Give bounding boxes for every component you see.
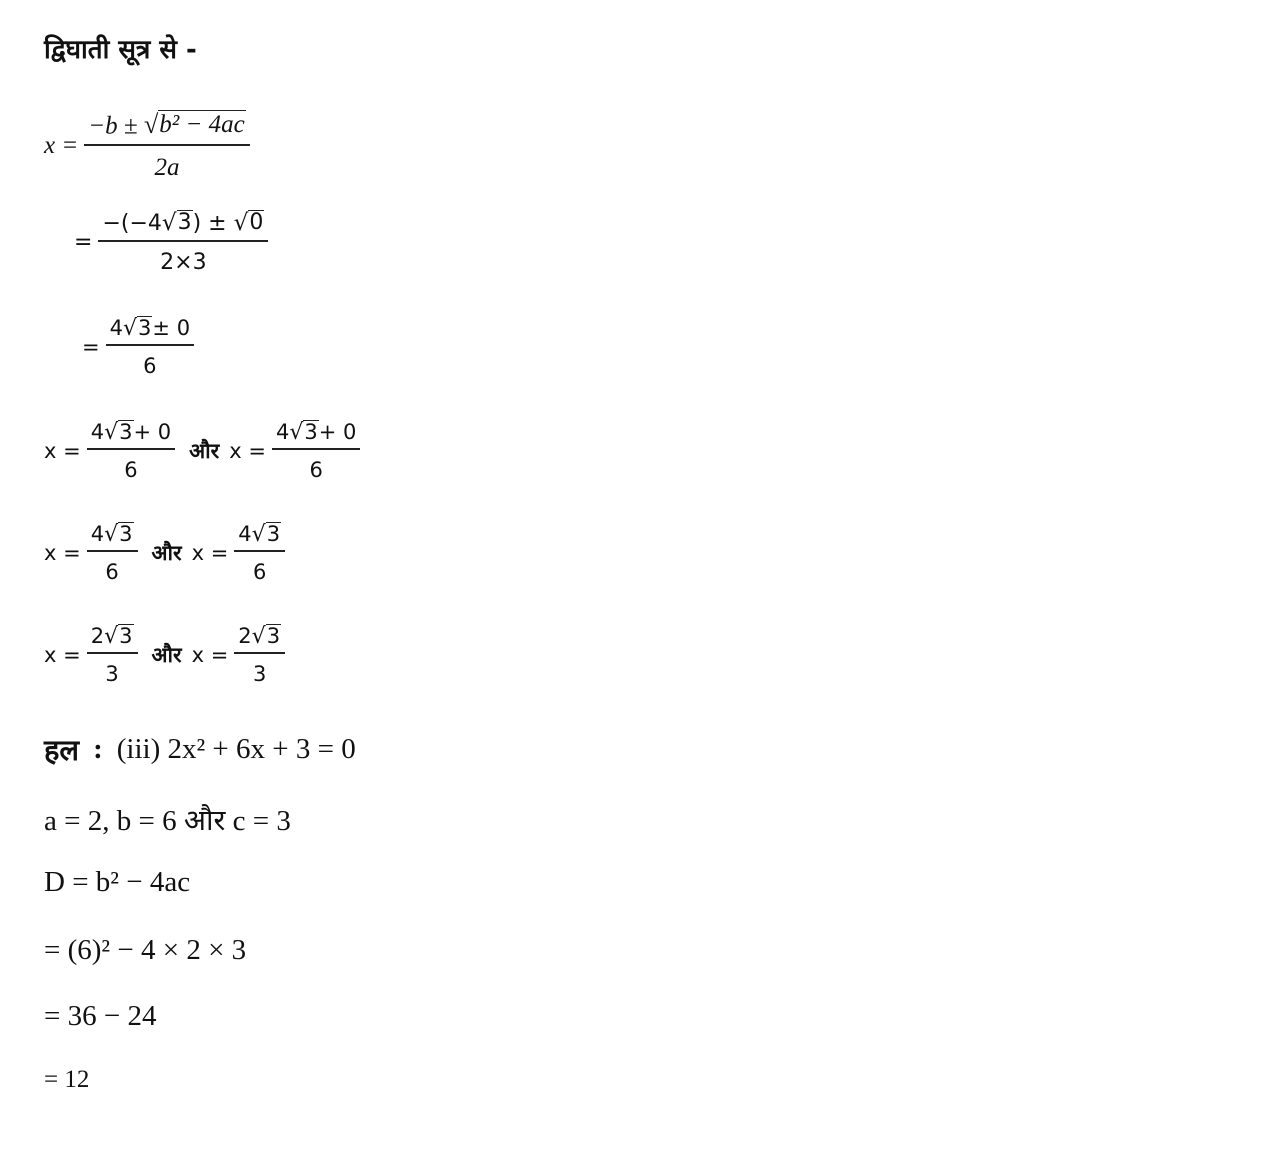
eq1-sqrt-arg: b² − 4ac bbox=[159, 111, 245, 138]
eq2-fraction bbox=[98, 210, 268, 275]
solution-colon: : bbox=[93, 733, 103, 765]
solution-line bbox=[44, 730, 356, 769]
sqrt-sign-icon: √ bbox=[251, 624, 266, 650]
eq4-numerator1 bbox=[87, 420, 175, 450]
sqrt-sign-icon: √ bbox=[161, 210, 177, 237]
eq6-denominator2: 3 bbox=[253, 662, 267, 687]
eq2-sqrt1 bbox=[162, 210, 193, 235]
eq4-num2-pre: 4 bbox=[275, 420, 290, 445]
eq3-sqrt-arg: 3 bbox=[138, 316, 152, 340]
equation-quadratic-formula bbox=[44, 110, 256, 182]
eq4-numerator2 bbox=[272, 420, 360, 450]
eq6-sqrt2-arg: 3 bbox=[266, 624, 281, 648]
eq5-fraction2 bbox=[234, 522, 285, 584]
eq6-num2-pre: 2 bbox=[238, 624, 252, 649]
eq4-denominator1: 6 bbox=[124, 458, 138, 483]
eq5-lhs1: x = bbox=[44, 541, 81, 566]
eq4-lhs1: x = bbox=[44, 439, 81, 464]
eq5-num2-pre: 4 bbox=[238, 522, 252, 547]
eq1-fraction bbox=[84, 110, 249, 182]
eq6-sqrt1 bbox=[104, 624, 133, 648]
eq2-numerator bbox=[98, 210, 268, 242]
eq5-num1-pre: 4 bbox=[90, 522, 105, 547]
eq4-num2-post: + 0 bbox=[318, 420, 357, 445]
eq5-conjunction: और bbox=[151, 541, 182, 566]
sqrt-sign-icon: √ bbox=[251, 522, 266, 548]
eq2-num-mid: ) ± bbox=[192, 211, 227, 237]
eq2-denominator: 2×3 bbox=[160, 250, 207, 276]
eq4-conjunction: और bbox=[189, 439, 220, 464]
discriminant-step2: = 36 − 24 bbox=[44, 1000, 157, 1032]
eq1-numerator bbox=[84, 110, 249, 146]
eq4-fraction1 bbox=[87, 420, 175, 482]
eq5-sqrt1 bbox=[104, 522, 133, 546]
eq4-fraction2 bbox=[272, 420, 360, 482]
eq6-denominator1: 3 bbox=[105, 662, 119, 687]
eq5-sqrt2 bbox=[252, 522, 281, 546]
eq5-sqrt2-arg: 3 bbox=[266, 522, 281, 546]
eq6-lhs1: x = bbox=[44, 643, 81, 668]
eq4-sqrt2 bbox=[289, 420, 318, 444]
eq5-denominator2: 6 bbox=[253, 560, 267, 585]
eq4-sqrt1-arg: 3 bbox=[119, 420, 133, 444]
eq3-sqrt bbox=[123, 316, 152, 340]
eq3-num-post: ± 0 bbox=[152, 316, 191, 341]
sqrt-sign-icon: √ bbox=[143, 110, 159, 140]
eq4-sqrt2-arg: 3 bbox=[304, 420, 318, 444]
sqrt-sign-icon: √ bbox=[104, 420, 119, 446]
eq2-num-pre: −(−4 bbox=[102, 211, 162, 237]
heading: द्विघाती सूत्र से - bbox=[44, 35, 197, 65]
eq3-numerator bbox=[106, 316, 194, 346]
equation-step-substitution bbox=[74, 210, 274, 275]
eq6-numerator1 bbox=[87, 624, 138, 654]
eq2-lhs: = bbox=[74, 230, 93, 256]
sqrt-sign-icon: √ bbox=[289, 420, 304, 446]
eq4-denominator2: 6 bbox=[309, 458, 323, 483]
eq4-sqrt1 bbox=[104, 420, 133, 444]
eq2-sqrt2 bbox=[234, 210, 265, 235]
eq5-lhs2: x = bbox=[191, 541, 229, 566]
coefficients-line: a = 2, b = 6 और c = 3 bbox=[44, 805, 291, 837]
equation-two-roots-simplified bbox=[44, 624, 291, 686]
eq1-num-minus-b: −b ± bbox=[88, 112, 138, 140]
eq6-numerator2 bbox=[234, 624, 285, 654]
eq5-fraction1 bbox=[87, 522, 138, 584]
eq4-num1-post: + 0 bbox=[133, 420, 172, 445]
sqrt-sign-icon: √ bbox=[104, 522, 119, 548]
eq2-sqrt1-arg: 3 bbox=[177, 210, 192, 235]
eq1-sqrt bbox=[144, 110, 246, 139]
eq6-sqrt1-arg: 3 bbox=[119, 624, 133, 648]
discriminant-line: D = b² − 4ac bbox=[44, 866, 191, 898]
equation-step-simplify bbox=[82, 316, 200, 378]
eq6-num1-pre: 2 bbox=[90, 624, 105, 649]
eq3-fraction bbox=[106, 316, 194, 378]
eq6-conjunction: और bbox=[151, 643, 182, 668]
equation-two-roots bbox=[44, 522, 291, 584]
discriminant-step1: = (6)² − 4 × 2 × 3 bbox=[44, 934, 247, 966]
eq4-num1-pre: 4 bbox=[90, 420, 105, 445]
equation-two-roots-plus bbox=[44, 420, 366, 482]
eq3-num-pre: 4 bbox=[109, 316, 123, 341]
eq6-lhs2: x = bbox=[191, 643, 229, 668]
eq1-lhs: x = bbox=[44, 132, 79, 160]
discriminant-result: = 12 bbox=[44, 1066, 90, 1093]
eq3-lhs: = bbox=[82, 335, 100, 360]
eq2-sqrt2-arg: 0 bbox=[249, 210, 264, 235]
sqrt-sign-icon: √ bbox=[104, 624, 119, 650]
eq3-denominator: 6 bbox=[143, 354, 157, 379]
eq6-fraction1 bbox=[87, 624, 138, 686]
eq5-numerator1 bbox=[87, 522, 138, 552]
solution-label: हल bbox=[44, 733, 80, 767]
eq6-sqrt2 bbox=[252, 624, 281, 648]
eq5-denominator1: 6 bbox=[105, 560, 119, 585]
eq5-sqrt1-arg: 3 bbox=[119, 522, 133, 546]
sqrt-sign-icon: √ bbox=[122, 316, 138, 342]
solution-equation: (iii) 2x² + 6x + 3 = 0 bbox=[116, 733, 356, 765]
eq1-denominator: 2a bbox=[154, 154, 180, 182]
eq4-lhs2: x = bbox=[229, 439, 266, 464]
sqrt-sign-icon: √ bbox=[233, 210, 249, 237]
eq6-fraction2 bbox=[234, 624, 285, 686]
eq5-numerator2 bbox=[234, 522, 285, 552]
